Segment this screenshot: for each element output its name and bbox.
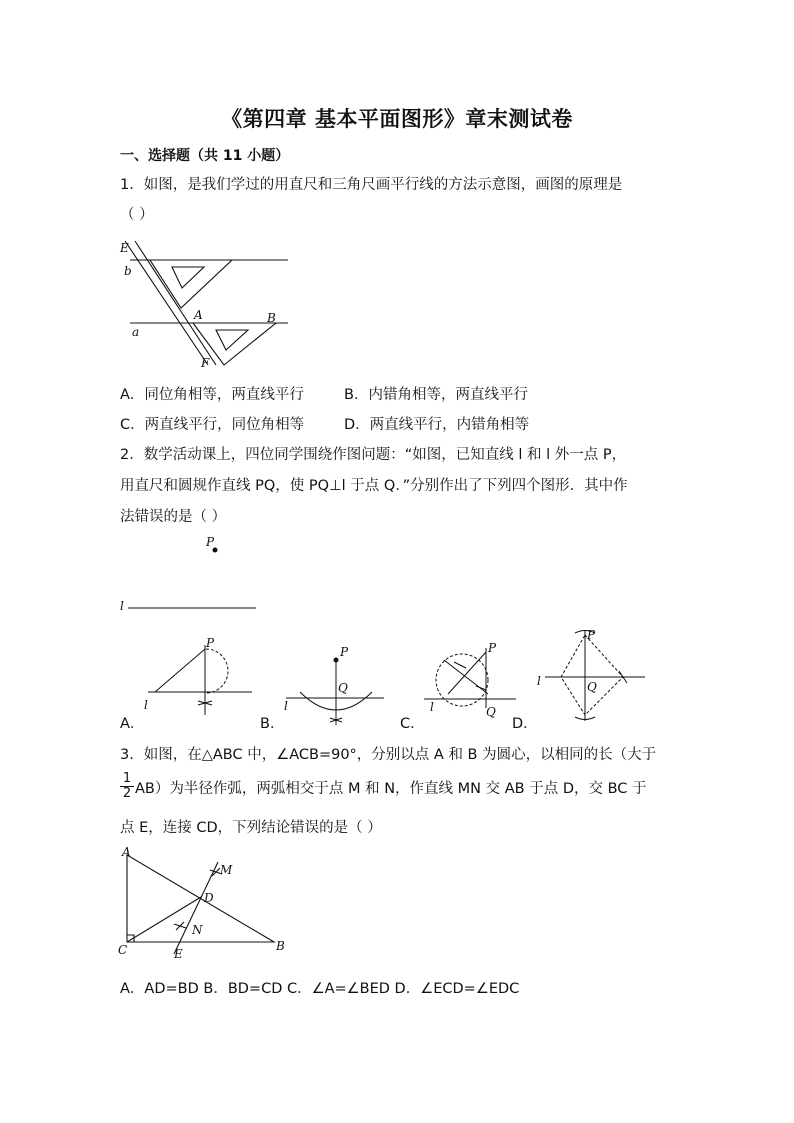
q3-label-E: E	[174, 947, 183, 961]
page-title: 《第四章 基本平面图形》章末测试卷	[221, 107, 573, 131]
q3-label-N: N	[192, 923, 203, 937]
q1-stem-line1: 1．如图，是我们学过的用直尺和三角尺画平行线的方法示意图，画图的原理是	[120, 177, 623, 193]
q2-label-P: P	[206, 535, 215, 549]
q3-label-A: A	[122, 845, 131, 859]
q1-label-b: b	[124, 264, 132, 278]
q1-triangle-bottom-inner	[216, 330, 248, 350]
q2d-label-P: P	[587, 628, 596, 642]
q3-figure	[110, 840, 300, 970]
q3-stem-line1: 3．如图，在△ABC 中，∠ACB=90°，分别以点 A 和 B 为圆心，以相同的长（大于	[120, 747, 657, 763]
q2b-label-Q: Q	[338, 681, 348, 695]
q2-option-d[interactable]: D．	[512, 716, 538, 732]
q1-figure	[110, 235, 300, 375]
q2-figure-d	[535, 625, 655, 725]
q2-stem-line3: 法错误的是（ ）	[120, 509, 227, 525]
q2-option-c[interactable]: C．	[400, 716, 425, 732]
q2d-label-l: l	[537, 674, 541, 688]
q3-stem-line2: AB）为半径作弧，两弧相交于点 M 和 N，作直线 MN 交 AB 于点 D，交 BC 于	[135, 781, 647, 797]
q2-stem-line2: 用直尺和圆规作直线 PQ，使 PQ⊥l 于点 Q．”分别作出了下列四个图形．其中作	[120, 478, 628, 494]
q1-option-a[interactable]: A．同位角相等，两直线平行	[120, 387, 304, 403]
q3-label-D: D	[204, 891, 214, 905]
section-heading: 一、选择题（共 11 小题）	[120, 148, 290, 164]
q2c-label-P: P	[488, 641, 497, 655]
q1-label-E: E	[120, 241, 129, 255]
q3-label-M: M	[220, 863, 233, 877]
q2-label-l: l	[120, 599, 124, 613]
q3-label-C: C	[118, 943, 128, 957]
q2b-label-P: P	[340, 645, 349, 659]
q2-figure-c	[420, 638, 520, 728]
q2a-label-P: P	[206, 636, 215, 650]
q1-option-d[interactable]: D．两直线平行，内错角相等	[344, 417, 530, 433]
q2-option-b[interactable]: B．	[260, 716, 285, 732]
q2a-label-l: l	[144, 698, 148, 712]
q2-figure-b	[280, 640, 390, 730]
q1-label-F: F	[201, 356, 210, 370]
q2c-label-Q: Q	[486, 705, 496, 719]
q2d-label-Q: Q	[587, 680, 597, 694]
q3-options[interactable]: A．AD=BD B．BD=CD C．∠A=∠BED D．∠ECD=∠EDC	[120, 981, 520, 997]
q1-label-A: A	[194, 308, 203, 322]
q2b-label-l: l	[284, 699, 288, 713]
q3-line-MN	[174, 862, 218, 954]
q2-given-figure	[110, 530, 270, 615]
q3-fraction	[120, 772, 134, 801]
q1-triangle-top-inner	[172, 267, 204, 288]
q3-fraction-denominator: 2	[120, 786, 134, 801]
q1-label-a: a	[132, 325, 140, 339]
q1-stem-line2: （ ）	[120, 207, 154, 223]
q3-fraction-numerator: 1	[122, 771, 132, 786]
q2-stem-line1: 2．数学活动课上，四位同学围绕作图问题：“如图，已知直线 l 和 l 外一点 P，	[120, 447, 627, 463]
q2c-label-l: l	[430, 700, 434, 714]
q2-option-a[interactable]: A．	[120, 716, 145, 732]
q1-label-B: B	[267, 311, 276, 325]
q3-label-B: B	[276, 939, 285, 953]
q3-stem-line3: 点 E，连接 CD，下列结论错误的是（ ）	[120, 820, 382, 836]
q1-option-b[interactable]: B．内错角相等，两直线平行	[344, 387, 528, 403]
q1-option-c[interactable]: C．两直线平行，同位角相等	[120, 417, 305, 433]
q2-figure-a	[140, 635, 260, 725]
